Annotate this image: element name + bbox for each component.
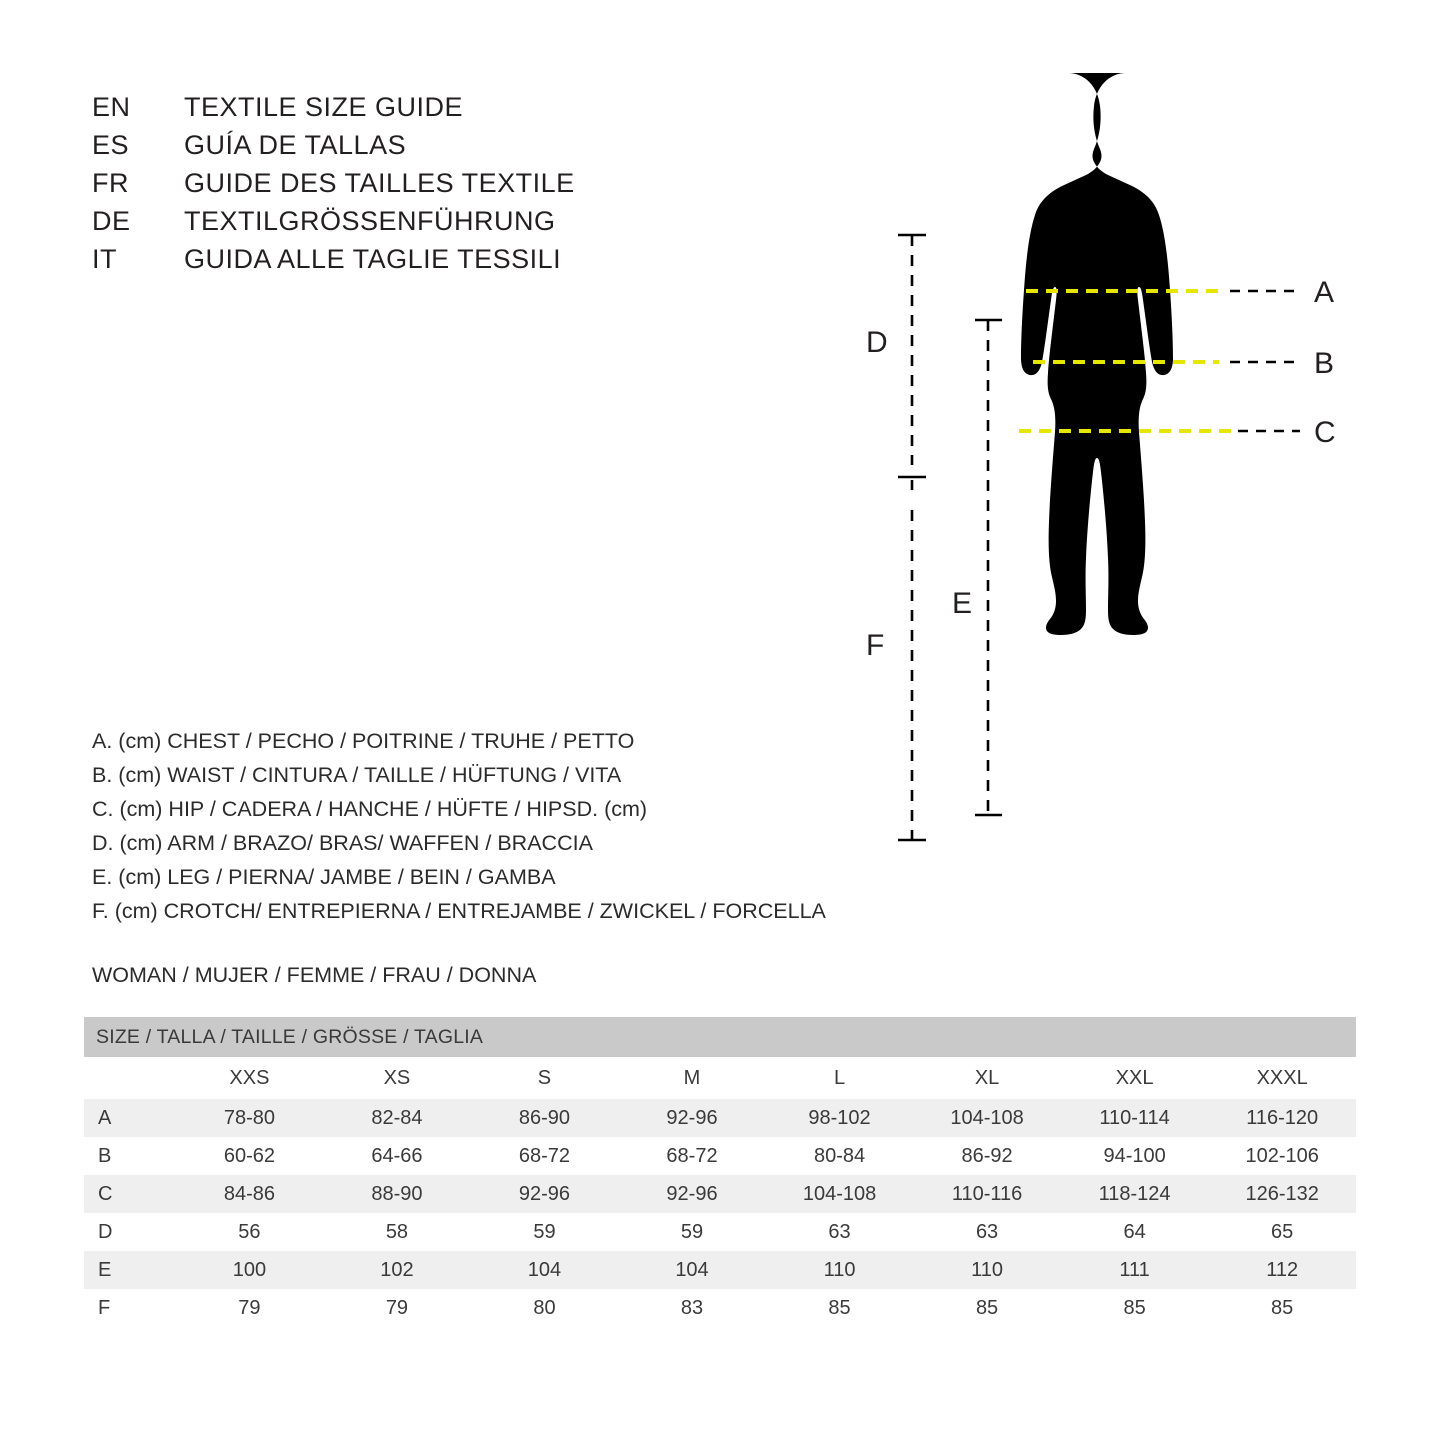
cell-c-s: 92-96 [471,1175,619,1213]
cell-c-xxl: 118-124 [1061,1175,1209,1213]
cell-b-xxxl: 102-106 [1208,1137,1356,1175]
cell-b-l: 80-84 [766,1137,914,1175]
title-row-it [92,240,732,278]
female-silhouette-icon [1021,73,1173,635]
size-header-xs: XS [323,1057,471,1099]
cell-e-l: 110 [766,1251,914,1289]
cell-a-l: 98-102 [766,1099,914,1137]
table-row [84,1137,1356,1175]
table-row [84,1251,1356,1289]
cell-e-xl: 110 [913,1251,1061,1289]
cell-f-xs: 79 [323,1289,471,1327]
cell-d-xxs: 56 [176,1213,324,1251]
cell-a-xxl: 110-114 [1061,1099,1209,1137]
size-header-l: L [766,1057,914,1099]
size-header-xxs: XXS [176,1057,324,1099]
legend-item-chest: A. (cm) CHEST / PECHO / POITRINE / TRUHE / PETTO [92,729,635,753]
cell-a-xl: 104-108 [913,1099,1061,1137]
cell-f-xxxl: 85 [1208,1289,1356,1327]
cell-d-xl: 63 [913,1213,1061,1251]
cell-a-xxs: 78-80 [176,1099,324,1137]
size-header-m: M [618,1057,766,1099]
row-label-b: B [84,1137,176,1175]
cell-c-m: 92-96 [618,1175,766,1213]
label-waist: B [1314,347,1335,380]
cell-f-s: 80 [471,1289,619,1327]
cell-c-l: 104-108 [766,1175,914,1213]
cell-c-xl: 110-116 [913,1175,1061,1213]
title-block [92,88,732,278]
size-header-xxxl: XXXL [1208,1057,1356,1099]
cell-e-m: 104 [618,1251,766,1289]
size-table [84,1017,1356,1327]
legend-item-waist: B. (cm) WAIST / CINTURA / TAILLE / HÜFTUNG / VITA [92,763,622,787]
legend-item-leg: E. (cm) LEG / PIERNA/ JAMBE / BEIN / GAMBA [92,865,556,889]
row-label-e: E [84,1251,176,1289]
cell-e-xxs: 100 [176,1251,324,1289]
cell-f-l: 85 [766,1289,914,1327]
cell-b-xxl: 94-100 [1061,1137,1209,1175]
size-table-corner [84,1057,176,1099]
leg-dimension-bracket [975,320,1002,815]
cell-f-xl: 85 [913,1289,1061,1327]
cell-f-xxs: 79 [176,1289,324,1327]
title-text-de: TEXTILGRÖSSENFÜHRUNG [184,206,556,236]
size-header-xxl: XXL [1061,1057,1209,1099]
measure-leader-lines [1230,291,1300,431]
cell-a-s: 86-90 [471,1099,619,1137]
title-text-es: GUÍA DE TALLAS [184,130,407,160]
label-leg: E [952,587,973,620]
cell-d-l: 63 [766,1213,914,1251]
title-row-fr [92,164,732,202]
cell-a-m: 92-96 [618,1099,766,1137]
cell-e-xxl: 111 [1061,1251,1209,1289]
table-row [84,1099,1356,1137]
legend-item-crotch: F. (cm) CROTCH/ ENTREPIERNA / ENTREJAMBE / ZWICKEL / FORCELLA [92,899,826,923]
size-table-size-row [84,1057,1356,1099]
cell-c-xs: 88-90 [323,1175,471,1213]
size-table-head [84,1017,1356,1099]
table-row [84,1289,1356,1327]
title-row-es [92,126,732,164]
legend-item-hip: C. (cm) HIP / CADERA / HANCHE / HÜFTE / HIPSD. (cm) [92,797,648,821]
label-arm: D [866,326,888,359]
title-lang-en: EN [92,92,131,122]
cell-d-xs: 58 [323,1213,471,1251]
cell-e-xs: 102 [323,1251,471,1289]
cell-b-s: 68-72 [471,1137,619,1175]
body-measurement-diagram [830,40,1390,920]
title-row-en [92,88,732,126]
cell-e-s: 104 [471,1251,619,1289]
label-hip: C [1314,416,1336,449]
arm-dimension-bracket [898,235,926,490]
legend-item-arm: D. (cm) ARM / BRAZO/ BRAS/ WAFFEN / BRACCIA [92,831,593,855]
row-label-a: A [84,1099,176,1137]
cell-f-m: 83 [618,1289,766,1327]
title-lang-fr: FR [92,168,129,198]
title-text-en: TEXTILE SIZE GUIDE [184,92,464,122]
table-row [84,1213,1356,1251]
gender-caption: WOMAN / MUJER / FEMME / FRAU / DONNA [92,963,537,987]
row-label-c: C [84,1175,176,1213]
cell-d-xxxl: 65 [1208,1213,1356,1251]
cell-d-m: 59 [618,1213,766,1251]
size-header-s: S [471,1057,619,1099]
cell-e-xxxl: 112 [1208,1251,1356,1289]
cell-b-m: 68-72 [618,1137,766,1175]
title-lang-de: DE [92,206,131,236]
cell-b-xs: 64-66 [323,1137,471,1175]
cell-a-xs: 82-84 [323,1099,471,1137]
cell-b-xxs: 60-62 [176,1137,324,1175]
cell-d-xxl: 64 [1061,1213,1209,1251]
cell-b-xl: 86-92 [913,1137,1061,1175]
title-text-it: GUIDA ALLE TAGLIE TESSILI [184,244,562,274]
cell-a-xxxl: 116-120 [1208,1099,1356,1137]
title-row-de [92,202,732,240]
cell-c-xxxl: 126-132 [1208,1175,1356,1213]
cell-d-s: 59 [471,1213,619,1251]
title-lang-es: ES [92,130,130,160]
title-text-fr: GUIDE DES TAILLES TEXTILE [184,168,575,198]
title-lang-it: IT [92,244,117,274]
size-header-xl: XL [913,1057,1061,1099]
row-label-d: D [84,1213,176,1251]
legend-block [92,724,912,928]
row-label-f: F [84,1289,176,1327]
cell-c-xxs: 84-86 [176,1175,324,1213]
cell-f-xxl: 85 [1061,1289,1209,1327]
table-row [84,1175,1356,1213]
label-crotch: F [866,629,885,662]
size-table-band-label: SIZE / TALLA / TAILLE / GRÖSSE / TAGLIA [84,1017,1356,1057]
label-chest: A [1314,276,1335,309]
size-table-body [84,1099,1356,1327]
size-table-band-row [84,1017,1356,1057]
